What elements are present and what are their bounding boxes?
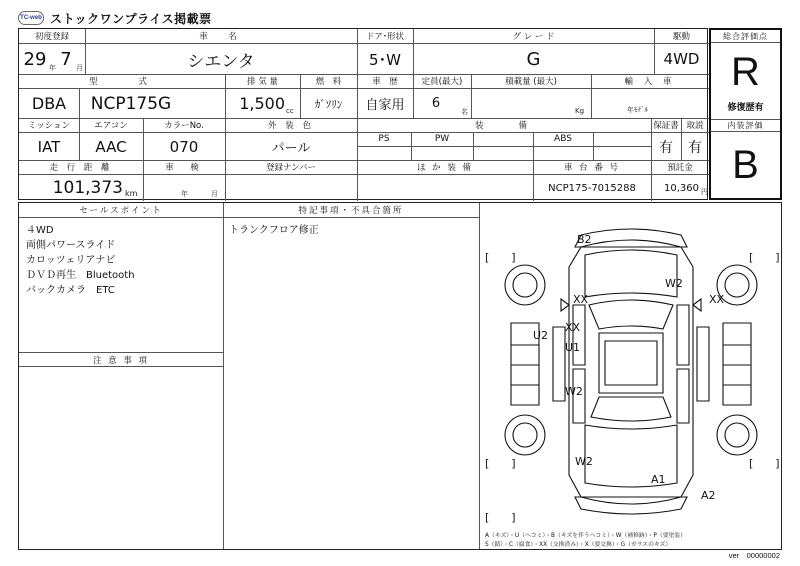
bracket-rear-left: [ ]: [485, 511, 516, 524]
grade: G: [526, 48, 541, 70]
aircon-value: AAC: [95, 137, 127, 156]
model-prefix: DBA: [31, 94, 67, 113]
plate-label: 登録ナンバー: [266, 163, 316, 173]
sales-point: ＤＶＤ再生 Bluetooth: [26, 270, 135, 281]
month-unit: 月: [76, 64, 83, 72]
sales-point: カロッツェリアナビ: [26, 255, 116, 266]
notes-label: 注 意 事 項: [19, 352, 223, 367]
load-label: 積載量 (最大): [505, 77, 557, 87]
load-unit: Kg: [575, 107, 585, 115]
warranty-label: 保証書: [653, 121, 679, 131]
mark-a2: A2: [701, 489, 716, 502]
repair-history-note: 修復歴有: [727, 102, 764, 113]
interior-rating: B: [732, 142, 759, 187]
version-label: ver 00000002: [728, 551, 780, 560]
color-no-label: カラーNo.: [164, 121, 204, 131]
drive-label: 駆動: [672, 32, 690, 42]
mark-xx-mid: XX: [565, 321, 581, 334]
chassis-number: NCP175-7015288: [548, 182, 636, 194]
car-damage-diagram: [481, 205, 781, 527]
car-name-label: 車 名: [199, 32, 243, 42]
equipment-label: 装 備: [474, 121, 533, 131]
model-label: 型 式: [88, 77, 155, 87]
chassis-label: 車 台 番 号: [563, 163, 621, 173]
tc-web-logo: TC-web: [18, 11, 44, 25]
manual-label: 取説: [686, 121, 704, 131]
mileage-label: 走 行 距 離: [49, 163, 113, 173]
exterior-color-value: パール: [271, 141, 311, 156]
sales-point: 両側パワースライド: [26, 240, 116, 251]
special-note: トランクフロア修正: [229, 225, 319, 236]
equip-pw: PW: [434, 134, 450, 144]
import-label: 輸 入 車: [624, 77, 676, 87]
bracket-bottom-right: [ ]: [749, 457, 780, 470]
mark-xx-left: XX: [573, 293, 589, 306]
model-code: NCP175G: [90, 93, 172, 114]
mileage-unit: km: [125, 189, 138, 198]
mileage-value: 101,373: [52, 178, 123, 198]
vehicle-history: 自家用: [365, 98, 405, 113]
interior-rating-label: 内装評価: [711, 119, 780, 132]
deposit-value: 10,360: [664, 182, 699, 194]
capacity-value: 6: [431, 96, 441, 111]
displacement-value: 1,500: [239, 94, 285, 113]
mark-w2-top: W2: [665, 277, 683, 290]
color-no-value: 070: [169, 137, 199, 156]
fuel-label: 燃 料: [315, 77, 342, 87]
year-unit: 年: [49, 64, 56, 72]
overall-rating: R: [731, 49, 760, 94]
equip-ps: PS: [378, 134, 390, 144]
exterior-color-label: 外 装 色: [268, 121, 314, 131]
mark-u2: U2: [533, 329, 549, 342]
registration-year: 29: [23, 48, 47, 70]
deposit-unit: 円: [701, 188, 708, 196]
rating-box: [709, 28, 782, 200]
mark-xx-right: XX: [709, 293, 725, 306]
bracket-bottom-left: [ ]: [485, 457, 516, 470]
warranty-value: 有: [659, 139, 673, 156]
lower-section: [18, 202, 782, 550]
door-type: 5･W: [369, 50, 401, 69]
equip-abs: ABS: [554, 134, 572, 144]
mark-w2-bottom: W2: [575, 455, 593, 468]
overall-rating-label: 総合評価点: [711, 30, 780, 43]
first-registration-label: 初度登録: [34, 32, 69, 42]
mission-label: ミッション: [27, 121, 71, 131]
sales-point: ４WD: [26, 225, 54, 236]
door-label: ドア･形状: [366, 32, 404, 42]
aircon-label: エアコン: [94, 121, 128, 131]
bracket-top-left: [ ]: [485, 251, 516, 264]
mission-value: IAT: [37, 137, 61, 156]
sales-point: バックカメラ ETC: [26, 285, 115, 296]
vehicle-info-grid: [18, 28, 708, 200]
deposit-label: 預託金: [667, 163, 693, 173]
capacity-label: 定員(最大): [421, 77, 463, 87]
mark-w2-mid: W2: [565, 385, 583, 398]
damage-legend-2: S（錆）・C（腐食）・XX（交換済み）・X（要交換）・G（ガラスのキズ）: [485, 542, 672, 548]
bracket-top-right: [ ]: [749, 251, 780, 264]
damage-legend-1: A（キズ）・U（ヘコミ）・B（キズを伴うヘコミ）・W（補修跡）・P（要塗装）: [485, 533, 686, 539]
displacement-label: 排 気 量: [247, 77, 278, 87]
registration-month: 7: [60, 48, 72, 70]
inspection-year-unit: 年: [181, 190, 188, 198]
mark-a1: A1: [651, 473, 666, 486]
sales-points-label: セールスポイント: [19, 203, 223, 218]
fuel-type: ｶﾞｿﾘﾝ: [314, 97, 343, 111]
mark-u1: U1: [565, 341, 581, 354]
mark-b2: B2: [577, 233, 592, 246]
drive-type: 4WD: [663, 50, 700, 68]
history-label: 車 歴: [372, 77, 398, 87]
car-name: シエンタ: [187, 51, 255, 72]
inspection-month-unit: 月: [211, 190, 218, 198]
special-notes-label: 特記事項・不具合箇所: [223, 203, 479, 218]
page-header: [18, 8, 212, 28]
displacement-unit: cc: [286, 107, 294, 115]
manual-value: 有: [688, 139, 702, 156]
capacity-unit: 名: [461, 108, 468, 116]
inspection-label: 車 検: [165, 163, 203, 173]
document-title: ストックワンプライス掲載票: [50, 11, 212, 26]
import-model-year: 年ﾓﾃﾞﾙ: [627, 106, 648, 114]
grade-label: グ レ ー ド: [512, 32, 555, 42]
other-equipment-label: ほ か 装 備: [416, 163, 474, 173]
